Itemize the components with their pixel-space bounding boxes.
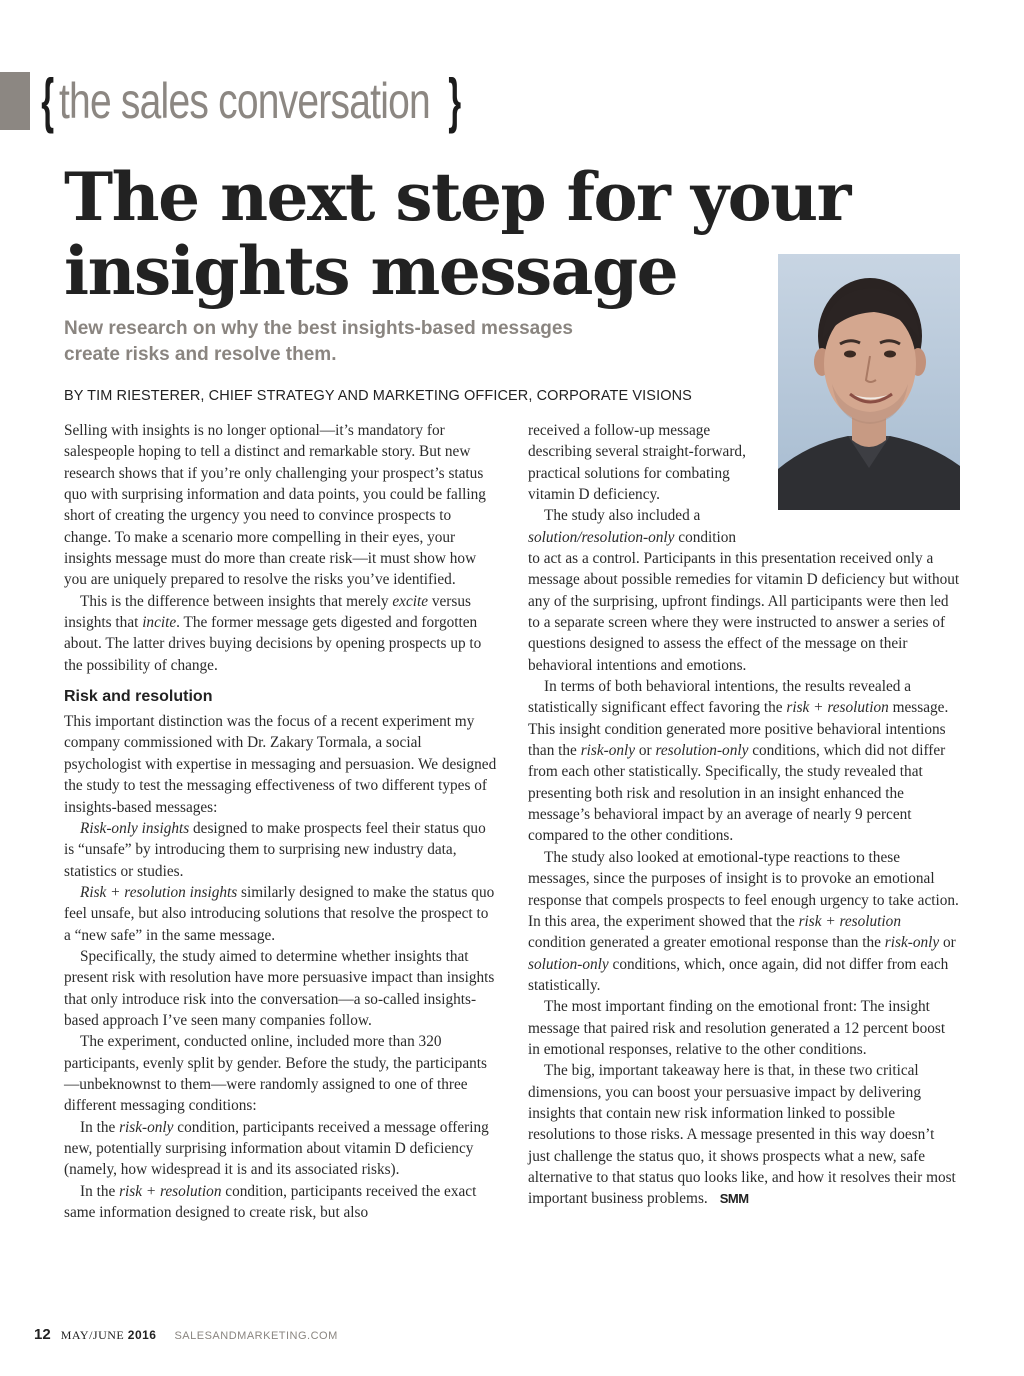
author-photo (778, 254, 960, 510)
section-label: the sales conversation (59, 73, 431, 129)
body-column-right (528, 548, 960, 1210)
subhead-risk-and-resolution: Risk and resolution (64, 688, 213, 706)
paragraph: The most important finding on the emotional front: The insight message that paired risk and resolution generated a 12 percent boost in emotional responses, relative to the other conditions. (528, 998, 946, 1058)
paragraph: Risk-only insights designed to make prospects feel their status quo is “unsafe” by introducing them to surprising new industry data, statistics or studies. (64, 819, 486, 880)
paragraph: received a follow-up message describing several straight-forward, practical solutions for combating vitamin D deficiency. (528, 422, 746, 504)
paragraph: This important distinction was the focus of a recent experiment my company commissioned with Dr. Zakary Tormala, a social psychologist with expertise in messaging and persuasion. We designed the study to test the messaging effectiveness of two different types of insights-based messages: (64, 713, 497, 816)
page-number: 12 (34, 1326, 51, 1343)
paragraph: Specifically, the study aimed to determine whether insights that present risk with resolution have more persuasive impact than insights that only introduce risk into the conversation—a so-called insights-based approach I’ve seen many companies follow. (64, 947, 495, 1029)
end-mark: SMM (719, 1191, 749, 1207)
close-bracket: } (448, 67, 461, 134)
author-portrait-icon (778, 254, 960, 510)
body-column-left (64, 420, 498, 1223)
paragraph: The big, important takeaway here is that, in these two critical dimensions, you can boost your persuasive impact by delivering insights that contain new risk information linked to possible resolutions to those risks. A message presented in this way doesn’t just challenge the status quo, it shows prospects what a new, safe alternative to that status quo looks like, and how it resolves their most important business problems. SMM (528, 1062, 956, 1208)
paragraph: This is the difference between insights that merely excite versus insights that incite. The former message gets digested and forgotten about. The latter drives buying decisions by opening prospects up to the possibility of change. (64, 592, 482, 674)
page-footer (34, 1326, 338, 1343)
paragraph: The study also included a solution/resolution-only condition (528, 507, 737, 546)
deck-line-1: New research on why the best insights-based messages (64, 318, 573, 339)
paragraph: The experiment, conducted online, included more than 320 participants, evenly split by gender. Before the study, the participants—unbeknownst to them—were randomly assigned to one of three different messaging conditions: (64, 1033, 487, 1115)
paragraph: Risk + resolution insights similarly designed to make the status quo feel unsafe, but also introducing solutions that resolve the prospect to a “new safe” in the same message. (64, 883, 495, 944)
paragraph: In terms of both behavioral intentions, the results revealed a statistically significant effect favoring the risk + resolution message. This insight condition generated more positive behavioral intentions than the risk-only or resolution-only conditions, which did not differ from each other statistically. Specifically, the study revealed that presenting both risk and resolution in an insight enhanced the message’s behavioral impact by an average of nearly 9 percent compared to the other conditions. (528, 678, 949, 845)
section-color-bar (0, 72, 30, 130)
article-byline: BY TIM RIESTERER, CHIEF STRATEGY AND MARKETING OFFICER, CORPORATE VISIONS (64, 388, 692, 404)
paragraph: The study also looked at emotional-type reactions to these messages, since the purposes of insight is to provoke an emotional response that compels prospects to feel enough urgency to take action. In this area, the experiment showed that the risk + resolution condition generated a greater emotional response than the risk-only or solution-only conditions, which, once again, did not differ from each statistically. (528, 848, 959, 994)
paragraph: Selling with insights is no longer optional—it’s mandatory for salespeople hoping to tell a distinct and remarkable story. But new research shows that if you’re only challenging your prospect’s status quo with surprising information and data points, you could be falling short of creating the urgency you need to convince prospects to change. To make a scenario more compelling in their eyes, your insights message must do more than create risk—it must show how you are uniquely prepared to resolve the risks you’ve identified. (64, 422, 486, 589)
deck-line-2: create risks and resolve them. (64, 344, 337, 365)
paragraph: In the risk-only condition, participants received a message offering new, potentially surprising information about vitamin D deficiency (namely, how widespread it is and its associated risks). (64, 1118, 489, 1179)
site-name: SALESANDMARKETING.COM (174, 1330, 338, 1342)
article-headline: The next step for your insights message (64, 158, 850, 310)
article-deck (64, 316, 684, 368)
section-kicker (36, 66, 466, 136)
issue-date: MAY/JUNE 2016 (60, 1328, 157, 1342)
body-column-right-top (528, 420, 760, 548)
paragraph: to act as a control. Participants in this presentation received only a message about possible remedies for vitamin D deficiency but without any of the surprising, upfront findings. All participants were then led to a separate screen where they were instructed to answer a series of questions designed to assess the effect of the message on their behavioral intentions and emotions. (528, 550, 960, 674)
paragraph: In the risk + resolution condition, participants received the exact same information designed to create risk, but also (64, 1182, 477, 1222)
open-bracket: { (41, 67, 55, 134)
